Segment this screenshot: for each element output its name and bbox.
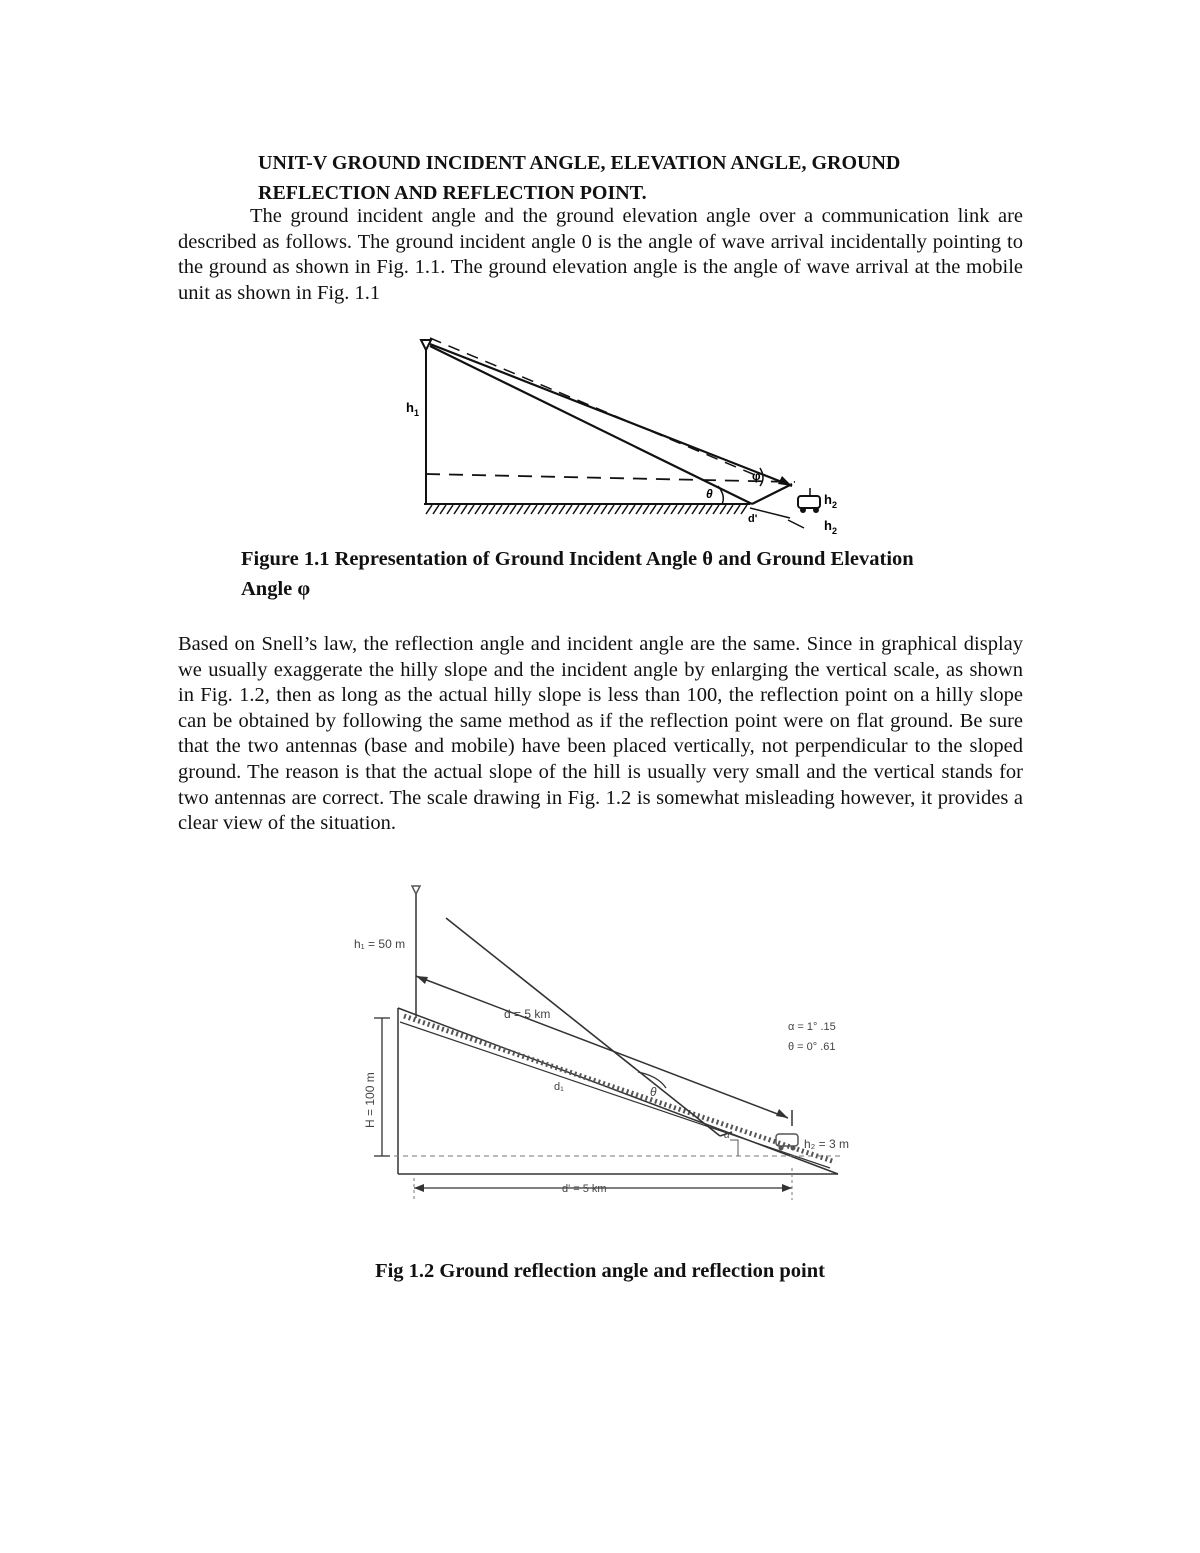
fig2-h1-label: h₁ = 50 m [354,937,406,951]
page-heading [258,148,1038,208]
fig2-alpha-label: α [724,1130,730,1141]
direct-ray-line [430,344,792,486]
hill-slope-inner [400,1022,830,1168]
alpha-marker [730,1140,738,1156]
fig1-dprime-label: d' [748,513,758,525]
fig1-theta-label: θ [706,487,713,501]
figure-2-caption: Fig 1.2 Ground reflection angle and reflection point [375,1260,825,1282]
base-antenna-icon [412,886,420,894]
fig2-alpha-value: α = 1° .15 [788,1021,836,1033]
horizontal-reference-dashed [426,474,795,482]
incident-ray-line [430,346,752,504]
reflected-ray-line [752,484,792,504]
intro-paragraph-text: The ground incident angle and the ground elevation angle over a communication link are described as follows. The ground incident angle 0 is the angle of wave arrival incidentally pointing to the ground as shown in Fig. 1.1. The ground elevation angle is the angle of wave arrival at the mobile unit as shown in Fig. 1.1 [178,205,1023,304]
figure-2-diagram [340,878,870,1208]
direct-path-arrow-left [416,976,428,984]
intro-paragraph [178,204,1023,306]
fig2-theta-value: θ = 0° .61 [788,1041,836,1053]
dashed-ray-line [430,321,760,494]
fig1-h2-lower-label: $h_2$ [824,518,837,536]
heading-line-2: REFLECTION AND REFLECTION POINT. [258,182,647,204]
incident-ray-line [446,918,720,1136]
fig2-dprime-label: d' = 5 km [562,1183,607,1195]
hill-slope-hatching [404,1016,835,1162]
fig2-d-label: d = 5 km [504,1007,551,1021]
body-paragraph: Based on Snell’s law, the reflection angle and incident angle are the same. Since in graphical display we usually exaggerate the hilly slope and the incident angle by enlarging the vertical scale, as shown in Fig. 1.2, then as long as the actual hilly slope is less than 100, the reflection point on a hilly slope can be obtained by following the same method as if the reflection point were on flat ground. Be sure that the two antennas (base and mobile) have been placed vertically, not perpendicular to the sloped ground. The reason is that the actual slope of the hill is usually very small and the vertical stands for two antennas are correct. The scale drawing in Fig. 1.2 is somewhat misleading however, it provides a clear view of the situation. [178,633,1023,835]
fig2-d1-label: d₁ [554,1081,564,1093]
mobile-slope-line [788,520,804,528]
mobile-unit-icon [798,488,820,513]
figure-1-caption-line-2: Angle φ [241,578,311,600]
direct-path-arrow-right [776,1109,788,1118]
fig1-h2-label: $h_2$ [824,492,837,510]
fig2-H-label: H = 100 m [363,1072,377,1128]
fig1-h1-label: $h_1$ [406,400,419,418]
fig1-phi-label: φ [752,469,761,483]
figure-1-caption-line-1: Figure 1.1 Representation of Ground Incident Angle θ and Ground Elevation [241,548,914,570]
fig2-theta-label: θ [650,1085,657,1099]
dprime-arrow-right [782,1184,792,1192]
ground-hatching [426,505,747,514]
figure-1-diagram [400,318,860,543]
heading-line-1: UNIT-V GROUND INCIDENT ANGLE, ELEVATION ANGLE, GROUND [258,152,901,174]
figure-1-caption [241,544,1041,604]
dprime-arrow-left [414,1184,424,1192]
fig2-h2-label: h₂ = 3 m [804,1137,850,1151]
